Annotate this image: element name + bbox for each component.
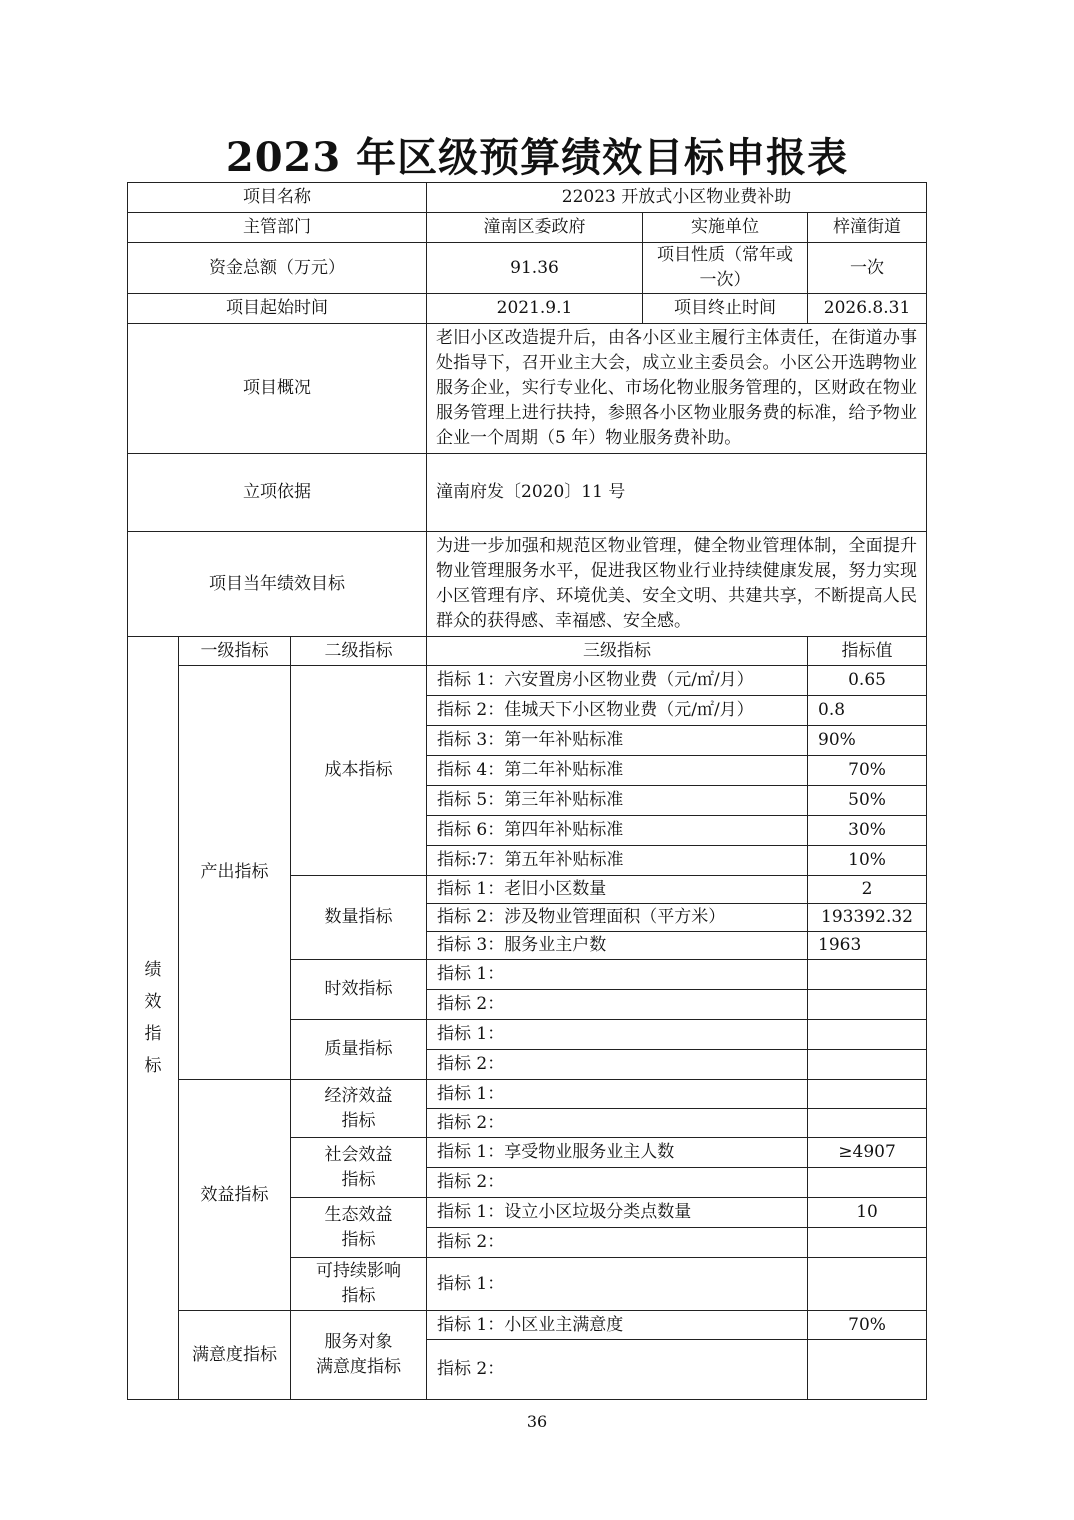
social-value (808, 1168, 927, 1198)
social-label (291, 1138, 427, 1198)
nature-label: 项目性质（常年或一次） (643, 243, 808, 294)
qty-text: 指标 3：服务业主户数 (427, 932, 808, 960)
cost-value: 50% (808, 786, 927, 816)
row-overview (128, 324, 927, 454)
eco-label-line: 指标 (341, 1229, 376, 1250)
svc-label-line: 服务对象 (324, 1332, 393, 1352)
overview-label: 项目概况 (128, 324, 427, 454)
start-label: 项目起始时间 (128, 294, 427, 324)
fund-label: 资金总额（万元） (128, 243, 427, 294)
header-value: 指标值 (808, 637, 927, 666)
econ-label (291, 1080, 427, 1138)
svc-label-line: 满意度指标 (316, 1357, 401, 1377)
row-project-name (128, 183, 927, 213)
svc-value (808, 1340, 927, 1400)
row-department (128, 213, 927, 243)
goal-label: 项目当年绩效目标 (128, 532, 427, 637)
quality-value (808, 1050, 927, 1080)
header-level1: 一级指标 (179, 637, 291, 666)
svc-label (291, 1311, 427, 1400)
cost-value: 70% (808, 756, 927, 786)
header-level3: 三级指标 (427, 637, 808, 666)
quality-value (808, 1020, 927, 1050)
basis-text: 潼南府发〔2020〕11 号 (427, 454, 927, 532)
time-text: 指标 1： (427, 960, 808, 990)
sustain-value (808, 1258, 927, 1311)
overview-text: 老旧小区改造提升后，由各小区业主履行主体责任，在街道办事处指导下，召开业主大会，成立业主委员会。小区公开选聘物业服务企业，实行专业化、市场化物业服务管理的，区财政在物业服务管理上进行扶持，参照各小区物业服务费的标准，给予物业企业一个周期（5 年）物业服务费补助。 (427, 324, 927, 454)
qty-label: 数量指标 (291, 876, 427, 960)
start-value: 2021.9.1 (427, 294, 643, 324)
page-number: 36 (526, 1412, 548, 1431)
time-value (808, 960, 927, 990)
eco-label (291, 1198, 427, 1258)
goal-text: 为进一步加强和规范区物业管理，健全物业管理体制，全面提升物业管理服务水平，促进我区物业行业持续健康发展，努力实现小区管理有序、环境优美、安全文明、共建共享，不断提高人民群众的获得感、幸福感、安全感。 (427, 532, 927, 637)
cost-value: 0.65 (808, 666, 927, 696)
eco-label-line: 生态效益 (324, 1204, 393, 1225)
side-char: 绩 (144, 960, 162, 980)
row-basis (128, 454, 927, 532)
time-text: 指标 2： (427, 990, 808, 1020)
cost-text: 指标 6：第四年补贴标准 (427, 816, 808, 846)
sustain-label-line: 可持续影响 (316, 1261, 401, 1281)
page-title: 2023 年区级预算绩效目标申报表 (225, 134, 849, 181)
sustain-label (291, 1258, 427, 1311)
side-char: 效 (144, 992, 162, 1012)
table-row (128, 1080, 927, 1109)
satisfaction-label: 满意度指标 (179, 1311, 291, 1400)
impl-label: 实施单位 (643, 213, 808, 243)
row-dates (128, 294, 927, 324)
svc-text: 指标 1：小区业主满意度 (427, 1311, 808, 1340)
qty-value: 2 (808, 876, 927, 904)
qty-value: 193392.32 (808, 904, 927, 932)
qty-value: 1963 (808, 932, 927, 960)
nature-value: 一次 (808, 243, 927, 294)
svc-text: 指标 2： (427, 1340, 808, 1400)
header-level2: 二级指标 (291, 637, 427, 666)
dept-label: 主管部门 (128, 213, 427, 243)
project-name-value: 22023 开放式小区物业费补助 (427, 183, 927, 213)
quality-label: 质量指标 (291, 1020, 427, 1080)
benefit-label: 效益指标 (179, 1080, 291, 1311)
time-value (808, 990, 927, 1020)
eco-value: 10 (808, 1198, 927, 1228)
output-label: 产出指标 (179, 666, 291, 1080)
basis-label: 立项依据 (128, 454, 427, 532)
cost-value: 0.8 (808, 696, 927, 726)
svc-value: 70% (808, 1311, 927, 1340)
row-indicator-headers (128, 637, 927, 666)
econ-text: 指标 2： (427, 1109, 808, 1138)
qty-text: 指标 1：老旧小区数量 (427, 876, 808, 904)
budget-performance-table-main (127, 182, 927, 1400)
cost-value: 30% (808, 816, 927, 846)
cost-label: 成本指标 (291, 666, 427, 876)
sustain-label-line: 指标 (341, 1286, 376, 1306)
eco-text: 指标 2： (427, 1228, 808, 1258)
quality-text: 指标 2： (427, 1050, 808, 1080)
row-goal (128, 532, 927, 637)
social-label-line: 社会效益 (324, 1144, 393, 1165)
qty-text: 指标 2：涉及物业管理面积（平方米） (427, 904, 808, 932)
social-label-line: 指标 (341, 1169, 376, 1190)
eco-value (808, 1228, 927, 1258)
quality-text: 指标 1： (427, 1020, 808, 1050)
table-row (128, 1311, 927, 1340)
end-label: 项目终止时间 (643, 294, 808, 324)
side-char: 标 (144, 1056, 162, 1076)
sustain-text: 指标 1： (427, 1258, 808, 1311)
econ-value (808, 1109, 927, 1138)
social-text: 指标 2： (427, 1168, 808, 1198)
econ-value (808, 1080, 927, 1109)
time-label: 时效指标 (291, 960, 427, 1020)
row-fund (128, 243, 927, 294)
cost-value: 10% (808, 846, 927, 876)
cost-text: 指标 1：六安置房小区物业费（元/㎡/月） (427, 666, 808, 696)
fund-value: 91.36 (427, 243, 643, 294)
cost-text: 指标 2：佳城天下小区物业费（元/㎡/月） (427, 696, 808, 726)
perf-side-label (128, 637, 179, 1400)
social-text: 指标 1：享受物业服务业主人数 (427, 1138, 808, 1168)
impl-value: 梓潼街道 (808, 213, 927, 243)
social-value: ≥4907 (808, 1138, 927, 1168)
table-row (128, 666, 927, 696)
side-char: 指 (144, 1024, 162, 1044)
econ-label-line: 经济效益 (324, 1085, 393, 1106)
cost-text: 指标 3：第一年补贴标准 (427, 726, 808, 756)
cost-value: 90% (808, 726, 927, 756)
dept-value: 潼南区委政府 (427, 213, 643, 243)
cost-text: 指标:7：第五年补贴标准 (427, 846, 808, 876)
econ-text: 指标 1： (427, 1080, 808, 1109)
econ-label-line: 指标 (341, 1110, 376, 1131)
eco-text: 指标 1：设立小区垃圾分类点数量 (427, 1198, 808, 1228)
cost-text: 指标 4：第二年补贴标准 (427, 756, 808, 786)
project-name-label: 项目名称 (128, 183, 427, 213)
cost-text: 指标 5：第三年补贴标准 (427, 786, 808, 816)
end-value: 2026.8.31 (808, 294, 927, 324)
